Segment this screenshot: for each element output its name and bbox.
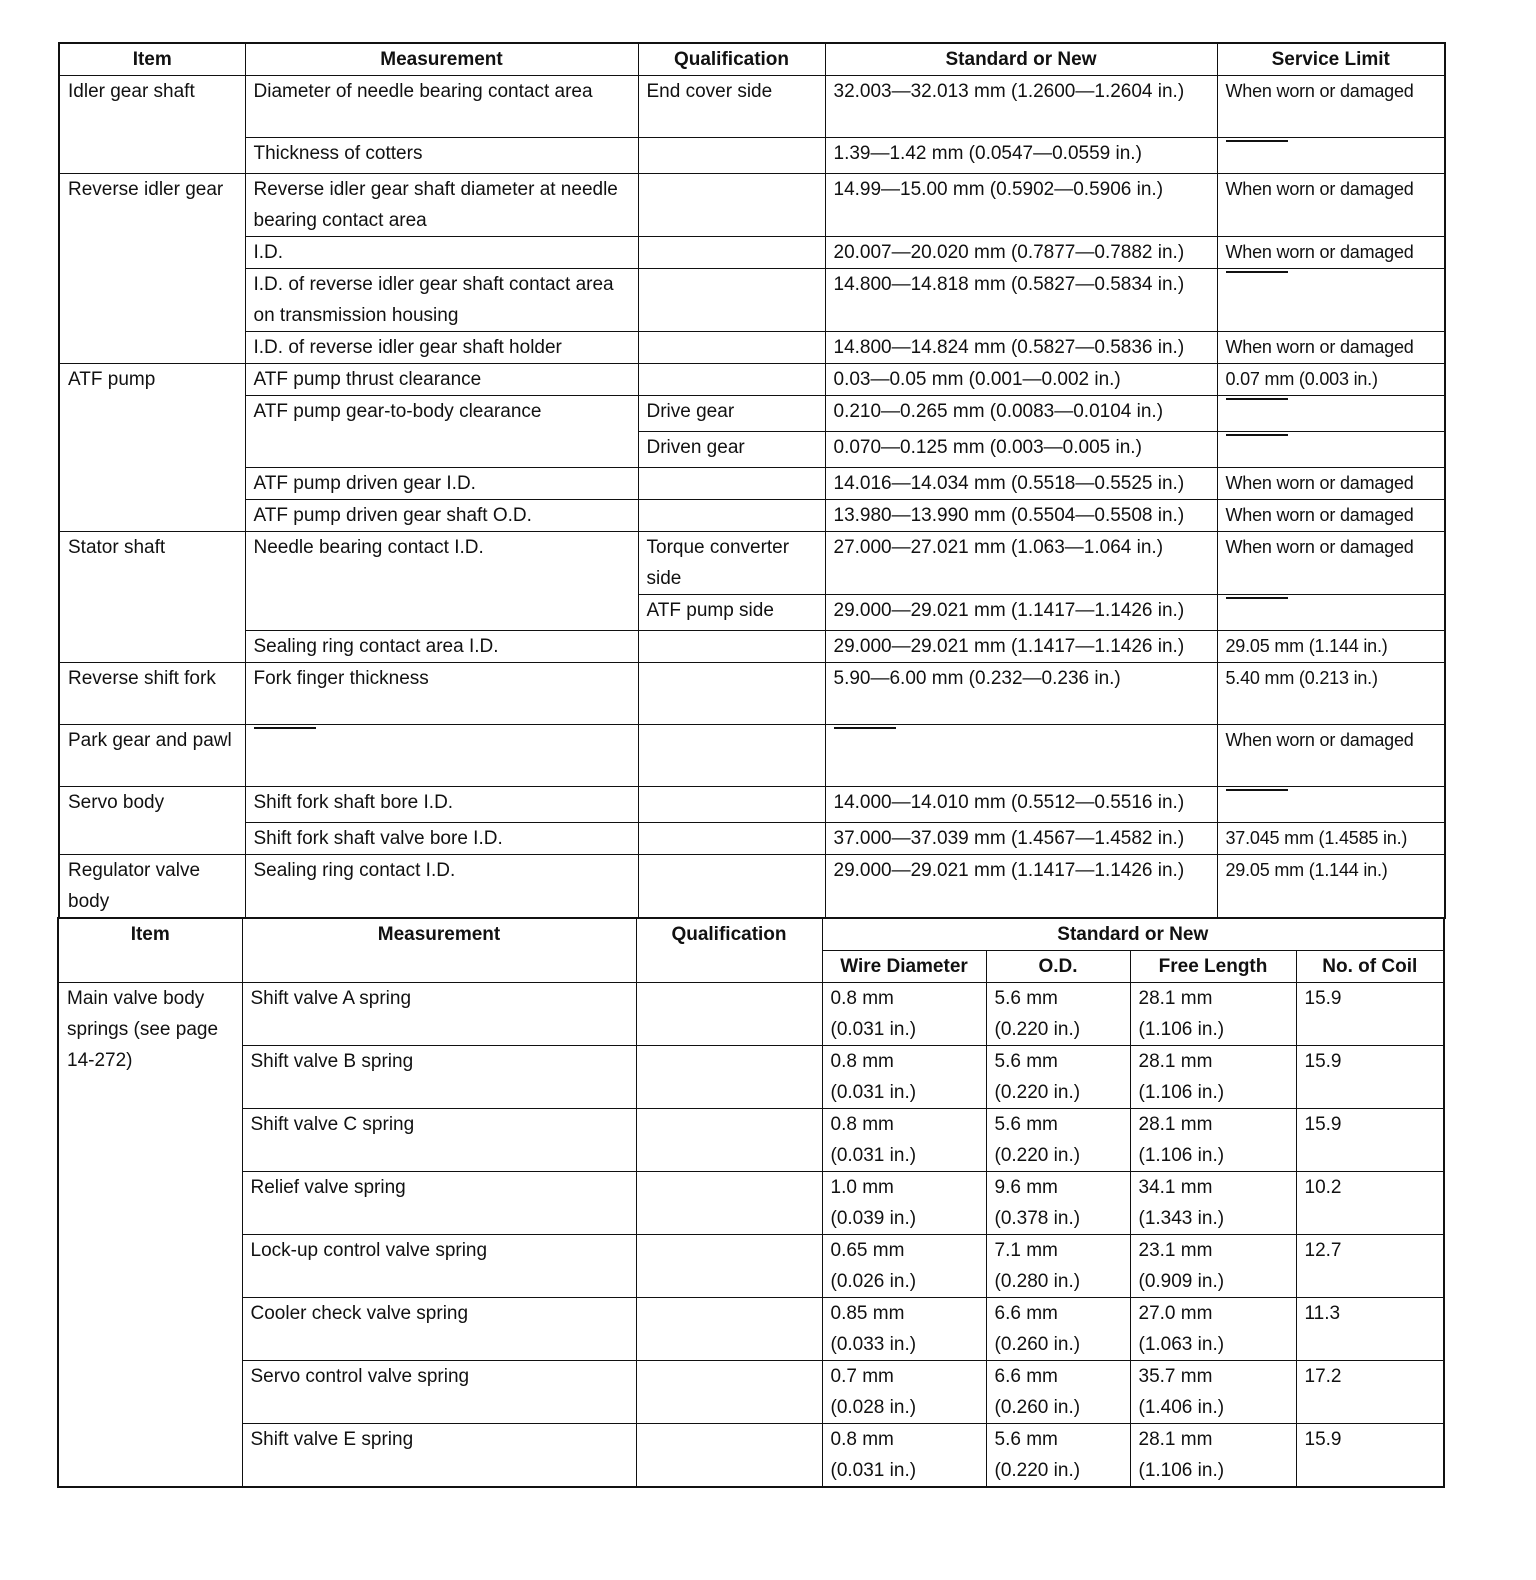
cell-limit: When worn or damaged (1217, 468, 1445, 500)
cell-wire-diameter-in: (0.028 in.) (830, 1397, 917, 1418)
cell-qualification (638, 725, 825, 787)
cell-standard: 20.007—20.020 mm (0.7877—0.7882 in.) (825, 237, 1217, 269)
cell-standard (825, 725, 1217, 787)
cell-qualification (636, 1172, 822, 1235)
dash-mark (254, 727, 316, 760)
cell-measurement: Cooler check valve spring (242, 1298, 636, 1361)
cell-standard: 37.000—37.039 mm (1.4567—1.4582 in.) (825, 823, 1217, 855)
cell-wire-diameter (822, 1298, 986, 1361)
cell-measurement (245, 725, 638, 787)
table-2-body (58, 983, 1444, 1488)
cell-od-in: (0.220 in.) (994, 1019, 1081, 1040)
cell-limit: When worn or damaged (1217, 237, 1445, 269)
cell-limit: When worn or damaged (1217, 76, 1445, 138)
cell-no-of-coil: 15.9 (1296, 1046, 1444, 1109)
cell-standard: 5.90—6.00 mm (0.232—0.236 in.) (825, 663, 1217, 725)
table-row (59, 332, 1445, 364)
cell-wire-diameter-mm: 0.8 mm (830, 1051, 894, 1072)
cell-measurement: I.D. of reverse idler gear shaft contact area on transmission housing (245, 269, 638, 332)
cell-od-mm: 5.6 mm (994, 988, 1058, 1009)
table-row (59, 500, 1445, 532)
cell-item: Reverse idler gear (59, 174, 245, 364)
cell-measurement: Sealing ring contact I.D. (245, 855, 638, 919)
cell-od (986, 1424, 1130, 1488)
cell-measurement: Fork finger thickness (245, 663, 638, 725)
cell-wire-diameter-mm: 0.7 mm (830, 1366, 894, 1387)
col-header-qualification: Qualification (636, 918, 822, 983)
cell-qualification (638, 823, 825, 855)
table-row (59, 237, 1445, 269)
cell-qualification: Driven gear (638, 432, 825, 468)
col-header-standard-group: Standard or New (822, 918, 1444, 951)
cell-wire-diameter-in: (0.031 in.) (830, 1145, 917, 1166)
cell-free-length (1130, 1172, 1296, 1235)
cell-free-length (1130, 1235, 1296, 1298)
cell-od-mm: 6.6 mm (994, 1303, 1058, 1324)
cell-qualification (636, 1424, 822, 1488)
cell-od-in: (0.220 in.) (994, 1082, 1081, 1103)
cell-item: Reverse shift fork (59, 663, 245, 725)
cell-no-of-coil: 15.9 (1296, 1109, 1444, 1172)
cell-wire-diameter (822, 1046, 986, 1109)
cell-standard: 14.800—14.818 mm (0.5827—0.5834 in.) (825, 269, 1217, 332)
table-row (59, 823, 1445, 855)
cell-limit: When worn or damaged (1217, 174, 1445, 237)
cell-od-in: (0.220 in.) (994, 1145, 1081, 1166)
dash-mark (1226, 271, 1288, 304)
cell-free-length (1130, 1109, 1296, 1172)
cell-standard: 14.000—14.010 mm (0.5512—0.5516 in.) (825, 787, 1217, 823)
cell-item: Park gear and pawl (59, 725, 245, 787)
cell-measurement: Shift fork shaft bore I.D. (245, 787, 638, 823)
cell-od (986, 1361, 1130, 1424)
cell-limit: When worn or damaged (1217, 725, 1445, 787)
cell-limit: 29.05 mm (1.144 in.) (1217, 631, 1445, 663)
cell-limit: 5.40 mm (0.213 in.) (1217, 663, 1445, 725)
col-header-measurement: Measurement (245, 43, 638, 76)
cell-measurement: I.D. (245, 237, 638, 269)
col-header-service-limit: Service Limit (1217, 43, 1445, 76)
cell-qualification (638, 364, 825, 396)
dash-mark (1226, 789, 1288, 822)
col-header-standard: Standard or New (825, 43, 1217, 76)
cell-wire-diameter-in: (0.026 in.) (830, 1271, 917, 1292)
cell-limit: 37.045 mm (1.4585 in.) (1217, 823, 1445, 855)
col-header-od: O.D. (986, 951, 1130, 983)
cell-od (986, 1172, 1130, 1235)
cell-item: Main valve body springs (see page 14-272) (58, 983, 242, 1488)
cell-free-length-in: (1.406 in.) (1138, 1397, 1225, 1418)
cell-qualification (638, 237, 825, 269)
cell-qualification (638, 269, 825, 332)
cell-standard: 27.000—27.021 mm (1.063—1.064 in.) (825, 532, 1217, 595)
cell-standard: 0.070—0.125 mm (0.003—0.005 in.) (825, 432, 1217, 468)
cell-free-length-in: (1.106 in.) (1138, 1460, 1225, 1481)
cell-free-length-in: (1.106 in.) (1138, 1019, 1225, 1040)
cell-od (986, 1235, 1130, 1298)
cell-measurement: ATF pump gear-to-body clearance (245, 396, 638, 468)
cell-standard: 1.39—1.42 mm (0.0547—0.0559 in.) (825, 138, 1217, 174)
cell-measurement: Shift valve A spring (242, 983, 636, 1046)
dash-mark (1226, 597, 1288, 630)
cell-measurement: Diameter of needle bearing contact area (245, 76, 638, 138)
cell-od (986, 983, 1130, 1046)
table-row (59, 269, 1445, 332)
spring-table (57, 917, 1445, 1488)
table-row (59, 364, 1445, 396)
table-row (59, 138, 1445, 174)
cell-free-length (1130, 1361, 1296, 1424)
cell-measurement: Thickness of cotters (245, 138, 638, 174)
cell-limit: When worn or damaged (1217, 332, 1445, 364)
table-row (59, 76, 1445, 138)
cell-od-mm: 7.1 mm (994, 1240, 1058, 1261)
table-row (58, 1235, 1444, 1298)
cell-wire-diameter-mm: 0.8 mm (830, 1429, 894, 1450)
table-row (59, 468, 1445, 500)
cell-qualification (636, 1361, 822, 1424)
cell-free-length (1130, 1424, 1296, 1488)
cell-limit (1217, 432, 1445, 468)
cell-limit: When worn or damaged (1217, 532, 1445, 595)
cell-qualification (638, 332, 825, 364)
cell-qualification (636, 1109, 822, 1172)
col-header-measurement: Measurement (242, 918, 636, 983)
cell-wire-diameter-mm: 0.85 mm (830, 1303, 905, 1324)
table-row (58, 1109, 1444, 1172)
cell-od-mm: 5.6 mm (994, 1114, 1058, 1135)
cell-qualification (638, 855, 825, 919)
cell-item: Idler gear shaft (59, 76, 245, 174)
cell-wire-diameter (822, 1361, 986, 1424)
table-2-header-row (58, 918, 1444, 951)
cell-od-in: (0.260 in.) (994, 1334, 1081, 1355)
cell-measurement: I.D. of reverse idler gear shaft holder (245, 332, 638, 364)
cell-no-of-coil: 15.9 (1296, 983, 1444, 1046)
cell-limit (1217, 269, 1445, 332)
cell-item: Stator shaft (59, 532, 245, 663)
cell-free-length-in: (1.063 in.) (1138, 1334, 1225, 1355)
table-row (59, 787, 1445, 823)
table-row (59, 725, 1445, 787)
cell-item: Servo body (59, 787, 245, 855)
cell-od-in: (0.280 in.) (994, 1271, 1081, 1292)
cell-qualification (638, 468, 825, 500)
cell-od-mm: 9.6 mm (994, 1177, 1058, 1198)
cell-standard: 0.03—0.05 mm (0.001—0.002 in.) (825, 364, 1217, 396)
cell-qualification (638, 174, 825, 237)
col-header-wire-diameter: Wire Diameter (822, 951, 986, 983)
cell-limit (1217, 138, 1445, 174)
cell-od-in: (0.378 in.) (994, 1208, 1081, 1229)
cell-wire-diameter-in: (0.031 in.) (830, 1460, 917, 1481)
cell-free-length-in: (0.909 in.) (1138, 1271, 1225, 1292)
cell-standard: 0.210—0.265 mm (0.0083—0.0104 in.) (825, 396, 1217, 432)
cell-limit: 29.05 mm (1.144 in.) (1217, 855, 1445, 919)
cell-qualification (636, 983, 822, 1046)
dash-mark (1226, 140, 1288, 173)
cell-measurement: Relief valve spring (242, 1172, 636, 1235)
cell-no-of-coil: 10.2 (1296, 1172, 1444, 1235)
cell-standard: 32.003—32.013 mm (1.2600—1.2604 in.) (825, 76, 1217, 138)
cell-measurement: ATF pump thrust clearance (245, 364, 638, 396)
cell-od (986, 1298, 1130, 1361)
cell-qualification (638, 663, 825, 725)
cell-od (986, 1109, 1130, 1172)
table-row (58, 1172, 1444, 1235)
cell-qualification (638, 631, 825, 663)
cell-measurement: Needle bearing contact I.D. (245, 532, 638, 631)
cell-qualification (636, 1235, 822, 1298)
cell-od (986, 1046, 1130, 1109)
cell-qualification: Drive gear (638, 396, 825, 432)
cell-free-length-mm: 28.1 mm (1138, 1429, 1213, 1450)
table-row (58, 983, 1444, 1046)
cell-qualification (636, 1046, 822, 1109)
cell-limit: When worn or damaged (1217, 500, 1445, 532)
cell-measurement: Servo control valve spring (242, 1361, 636, 1424)
cell-free-length-mm: 28.1 mm (1138, 988, 1213, 1009)
cell-limit (1217, 396, 1445, 432)
cell-limit: 0.07 mm (0.003 in.) (1217, 364, 1445, 396)
cell-qualification (636, 1298, 822, 1361)
cell-free-length-in: (1.106 in.) (1138, 1145, 1225, 1166)
cell-measurement: ATF pump driven gear shaft O.D. (245, 500, 638, 532)
cell-measurement: Shift valve C spring (242, 1109, 636, 1172)
cell-wire-diameter-in: (0.039 in.) (830, 1208, 917, 1229)
dash-mark (1226, 434, 1288, 467)
cell-no-of-coil: 15.9 (1296, 1424, 1444, 1488)
cell-no-of-coil: 12.7 (1296, 1235, 1444, 1298)
cell-wire-diameter-mm: 0.8 mm (830, 988, 894, 1009)
cell-wire-diameter (822, 983, 986, 1046)
cell-standard: 14.99—15.00 mm (0.5902—0.5906 in.) (825, 174, 1217, 237)
cell-free-length (1130, 1298, 1296, 1361)
col-header-item: Item (59, 43, 245, 76)
col-header-qualification: Qualification (638, 43, 825, 76)
cell-standard: 14.800—14.824 mm (0.5827—0.5836 in.) (825, 332, 1217, 364)
cell-free-length-in: (1.343 in.) (1138, 1208, 1225, 1229)
spec-table-1 (58, 42, 1446, 919)
cell-qualification (638, 787, 825, 823)
cell-wire-diameter (822, 1172, 986, 1235)
cell-free-length (1130, 1046, 1296, 1109)
table-row (59, 663, 1445, 725)
table-row (59, 855, 1445, 919)
cell-standard: 29.000—29.021 mm (1.1417—1.1426 in.) (825, 595, 1217, 631)
cell-qualification: End cover side (638, 76, 825, 138)
cell-measurement: Shift valve E spring (242, 1424, 636, 1488)
cell-standard: 29.000—29.021 mm (1.1417—1.1426 in.) (825, 855, 1217, 919)
table-1-body (59, 76, 1445, 919)
table-1-header-row (59, 43, 1445, 76)
cell-wire-diameter-in: (0.031 in.) (830, 1082, 917, 1103)
cell-wire-diameter-mm: 1.0 mm (830, 1177, 894, 1198)
cell-item: Regulator valve body (59, 855, 245, 919)
cell-free-length (1130, 983, 1296, 1046)
cell-standard: 13.980—13.990 mm (0.5504—0.5508 in.) (825, 500, 1217, 532)
dash-mark (1226, 398, 1288, 431)
cell-od-mm: 5.6 mm (994, 1429, 1058, 1450)
dash-mark (834, 727, 896, 760)
cell-limit (1217, 787, 1445, 823)
table-row (59, 396, 1445, 432)
col-header-free-length: Free Length (1130, 951, 1296, 983)
cell-od-mm: 5.6 mm (994, 1051, 1058, 1072)
cell-measurement: Shift valve B spring (242, 1046, 636, 1109)
table-row (58, 1298, 1444, 1361)
cell-free-length-mm: 34.1 mm (1138, 1177, 1213, 1198)
cell-no-of-coil: 11.3 (1296, 1298, 1444, 1361)
col-header-item: Item (58, 918, 242, 983)
cell-measurement: Shift fork shaft valve bore I.D. (245, 823, 638, 855)
cell-od-in: (0.220 in.) (994, 1460, 1081, 1481)
cell-standard: 14.016—14.034 mm (0.5518—0.5525 in.) (825, 468, 1217, 500)
cell-od-in: (0.260 in.) (994, 1397, 1081, 1418)
table-row (59, 174, 1445, 237)
cell-free-length-mm: 35.7 mm (1138, 1366, 1213, 1387)
cell-wire-diameter-in: (0.031 in.) (830, 1019, 917, 1040)
cell-standard: 29.000—29.021 mm (1.1417—1.1426 in.) (825, 631, 1217, 663)
cell-free-length-mm: 27.0 mm (1138, 1303, 1213, 1324)
table-row (58, 1046, 1444, 1109)
cell-no-of-coil: 17.2 (1296, 1361, 1444, 1424)
cell-wire-diameter (822, 1109, 986, 1172)
cell-qualification (638, 500, 825, 532)
cell-limit (1217, 595, 1445, 631)
cell-free-length-mm: 28.1 mm (1138, 1114, 1213, 1135)
cell-measurement: ATF pump driven gear I.D. (245, 468, 638, 500)
cell-measurement: Reverse idler gear shaft diameter at needle bearing contact area (245, 174, 638, 237)
cell-od-mm: 6.6 mm (994, 1366, 1058, 1387)
table-row (58, 1361, 1444, 1424)
cell-item: ATF pump (59, 364, 245, 532)
table-row (59, 631, 1445, 663)
cell-free-length-mm: 23.1 mm (1138, 1240, 1213, 1261)
cell-wire-diameter-mm: 0.65 mm (830, 1240, 905, 1261)
cell-measurement: Lock-up control valve spring (242, 1235, 636, 1298)
cell-qualification (638, 138, 825, 174)
cell-wire-diameter (822, 1424, 986, 1488)
cell-free-length-mm: 28.1 mm (1138, 1051, 1213, 1072)
table-row (58, 1424, 1444, 1488)
table-row (59, 532, 1445, 595)
cell-qualification: Torque converter side (638, 532, 825, 595)
cell-measurement: Sealing ring contact area I.D. (245, 631, 638, 663)
cell-wire-diameter (822, 1235, 986, 1298)
cell-wire-diameter-mm: 0.8 mm (830, 1114, 894, 1135)
cell-qualification: ATF pump side (638, 595, 825, 631)
cell-free-length-in: (1.106 in.) (1138, 1082, 1225, 1103)
cell-wire-diameter-in: (0.033 in.) (830, 1334, 917, 1355)
col-header-no-of-coil: No. of Coil (1296, 951, 1444, 983)
